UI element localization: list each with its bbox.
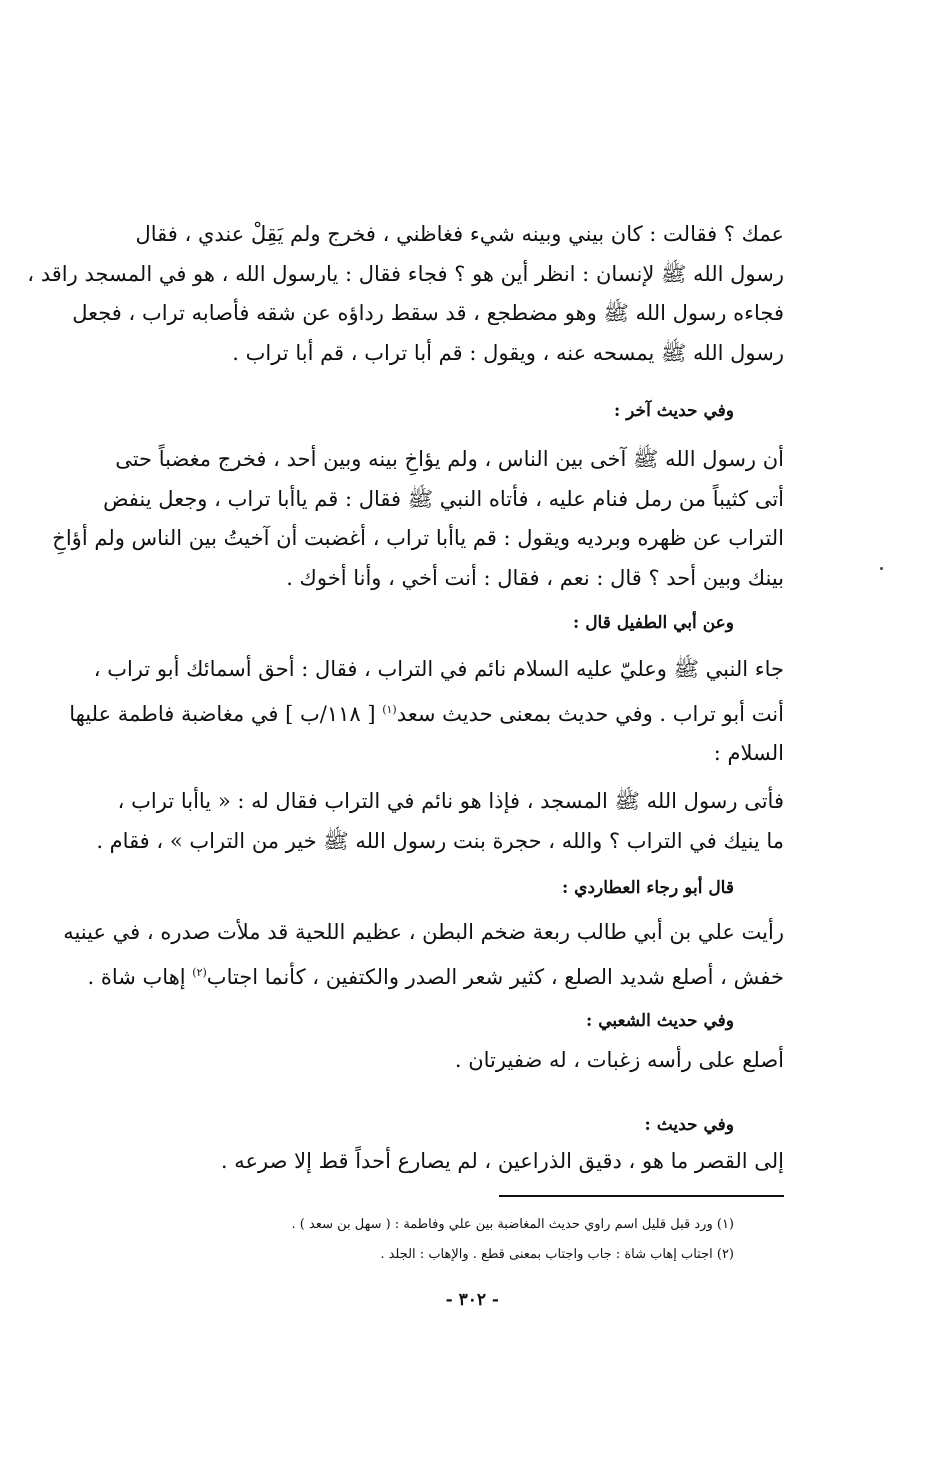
paragraph-1 bbox=[27, 215, 784, 373]
paragraph-5 bbox=[63, 913, 784, 997]
paragraph-7 bbox=[100, 1142, 784, 1182]
stray-dot bbox=[880, 567, 883, 570]
paragraph-4 bbox=[96, 782, 784, 861]
text-segment: إهاب شاة . bbox=[87, 964, 193, 989]
text-line bbox=[87, 953, 784, 998]
text-line: فأتى رسول الله ﷺ المسجد ، فإذا هو نائم في التراب فقال له : « ياأبا تراب ، bbox=[117, 789, 784, 813]
footnote-divider bbox=[499, 1195, 784, 1197]
text-line: رسول الله ﷺ لإنسان : انظر أين هو ؟ فجاء فقال : يارسول الله ، هو في المسجد راقد ، bbox=[27, 261, 784, 286]
text-line: عمك ؟ فقالت : كان بيني وبينه شيء فغاظني ، فخرج ولم يَقِلْ عندي ، فقال bbox=[135, 222, 784, 246]
text-segment: أنت أبو تراب . وفي حديث بمعنى حديث سعد bbox=[396, 701, 784, 726]
text-line: جاء النبي ﷺ وعليّ عليه السلام نائم في التراب ، فقال : أحق أسمائك أبو تراب ، bbox=[93, 657, 784, 681]
text-line: التراب عن ظهره وبرديه ويقول : قم ياأبا تراب ، أغضبت أن آخيتُ بين الناس ولم أؤاخِ bbox=[52, 526, 784, 550]
text-line: أتى كثيباً من رمل فنام عليه ، فأتاه النبي ﷺ فقال : قم ياأبا تراب ، وجعل ينفض bbox=[103, 486, 784, 511]
footnote-1: (١) ورد قبل قليل اسم راوي حديث المغاضبة بين علي وفاطمة : ( سهل بن سعد ) . bbox=[291, 1217, 734, 1232]
paragraph-3 bbox=[69, 650, 784, 774]
text-segment: [ ١١٨/ب ] في مغاضبة فاطمة عليها bbox=[69, 701, 383, 726]
text-line: رأيت علي بن أبي طالب ربعة ضخم البطن ، عظيم اللحية قد ملأت صدره ، في عينيه bbox=[63, 920, 784, 944]
footnote-marker-1: (١) bbox=[382, 702, 397, 716]
footnotes bbox=[292, 1210, 735, 1270]
text-line: رسول الله ﷺ يمسحه عنه ، ويقول : قم أبا تراب ، قم أبا تراب . bbox=[232, 340, 784, 365]
section-heading-shabi: وفي حديث الشعبي : bbox=[586, 1011, 734, 1031]
section-heading-hadith: وفي حديث : bbox=[644, 1115, 734, 1135]
text-line: إلى القصر ما هو ، دقيق الذراعين ، لم يصارع أحداً قط إلا صرعه . bbox=[220, 1149, 784, 1173]
text-line: أصلع على رأسه زغبات ، له ضفيرتان . bbox=[454, 1048, 784, 1072]
section-heading-abu-tufayl: وعن أبي الطفيل قال : bbox=[573, 613, 734, 633]
text-line: أن رسول الله ﷺ آخى بين الناس ، ولم يؤاخِ بينه وبين أحد ، فخرج مغضباً حتى bbox=[115, 447, 784, 471]
text-line bbox=[69, 690, 784, 735]
text-line: ما ينيك في التراب ؟ والله ، حجرة بنت رسول الله ﷺ خير من التراب » ، فقام . bbox=[96, 828, 784, 853]
text-line: السلام : bbox=[713, 741, 784, 765]
text-line: فجاءه رسول الله ﷺ وهو مضطجع ، قد سقط رداؤه عن شقه فأصابه تراب ، فجعل bbox=[72, 301, 784, 325]
footnote-2: (٢) اجتاب إهاب شاة : جاب واجتاب بمعنى قطع . والإهاب : الجلد . bbox=[380, 1247, 734, 1262]
text-line: بينك وبين أحد ؟ قال : نعم ، فقال : أنت أخي ، وأنا أخوك . bbox=[286, 565, 784, 590]
footnote-marker-2: (٢) bbox=[192, 965, 207, 979]
section-heading-abu-raja: قال أبو رجاء العطاردي : bbox=[561, 878, 734, 898]
paragraph-6 bbox=[100, 1041, 784, 1081]
page-number: - ٣٠٢ - bbox=[445, 1290, 499, 1310]
text-segment: خفش ، أصلع شديد الصلع ، كثير شعر الصدر والكتفين ، كأنما اجتاب bbox=[206, 964, 784, 989]
section-heading-another-hadith: وفي حديث آخر : bbox=[613, 401, 734, 421]
paragraph-2 bbox=[52, 440, 784, 598]
